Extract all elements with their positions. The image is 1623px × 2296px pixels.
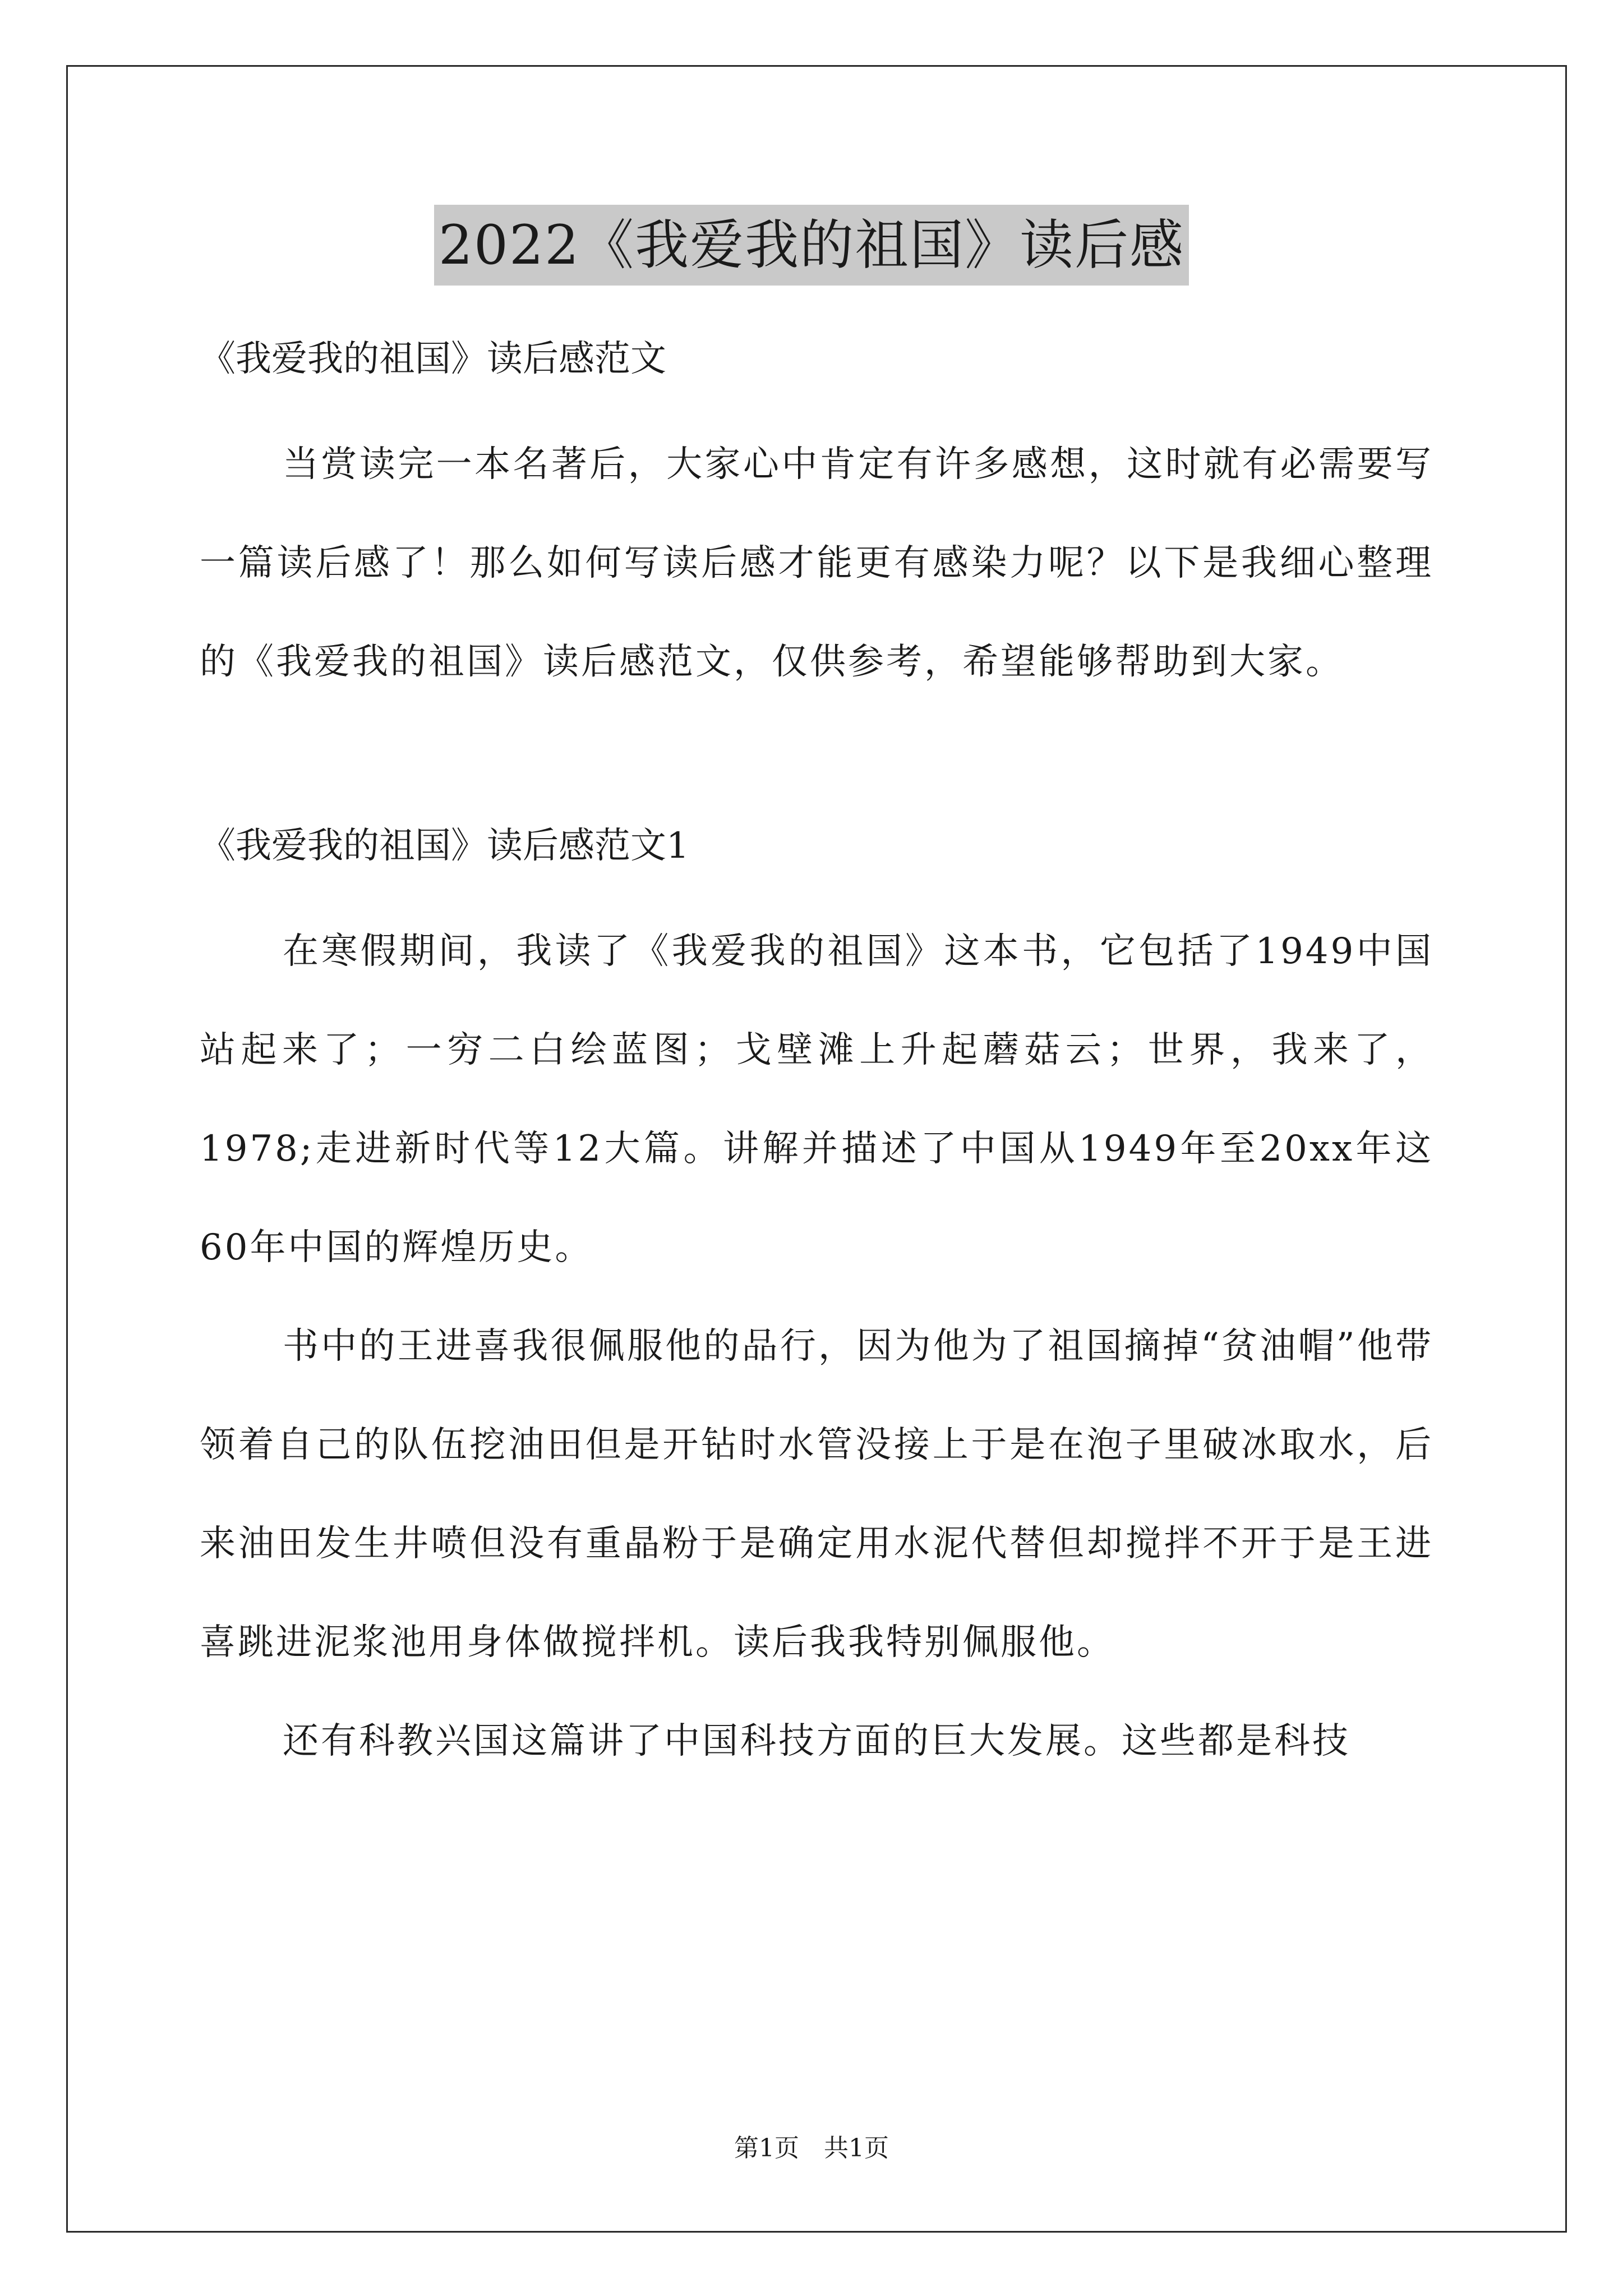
body-paragraph: 在寒假期间，我读了《我爱我的祖国》这本书，它包括了1949中国站起来了；一穷二白绘蓝图；戈壁滩上升起蘑菇云；世界，我来了，1978;走进新时代等12大篇。讲解并描述了中国从1949年至20xx年这60年中国的辉煌历史。 <box>200 931 1433 1268</box>
document-title-wrapper <box>0 205 1623 286</box>
body-paragraph: 书中的王进喜我很佩服他的品行，因为他为了祖国摘掉“贫油帽”他带领着自己的队伍挖油田但是开钻时水管没接上于是在泡子里破冰取水，后来油田发生井喷但没有重晶粉于是确定用水泥代替但却搅拌不开于是王进喜跳进泥浆池用身体做搅拌机。读后我我特别佩服他。 <box>200 1326 1433 1663</box>
section-heading: 《我爱我的祖国》读后感范文 <box>200 338 666 380</box>
body-paragraph: 还有科教兴国这篇讲了中国科技方面的巨大发展。这些都是科技 <box>283 1720 1350 1762</box>
page-footer: 第1页 共1页 <box>734 2134 889 2162</box>
essay-heading: 《我爱我的祖国》读后感范文1 <box>200 825 689 867</box>
intro-paragraph: 当赏读完一本名著后，大家心中肯定有许多感想，这时就有必需要写一篇读后感了！那么如何写读后感才能更有感染力呢？以下是我细心整理的《我爱我的祖国》读后感范文，仅供参考，希望能够帮助到大家。 <box>200 444 1433 683</box>
document-title: 2022《我爱我的祖国》读后感 <box>434 205 1189 286</box>
document-body <box>200 331 1433 1791</box>
